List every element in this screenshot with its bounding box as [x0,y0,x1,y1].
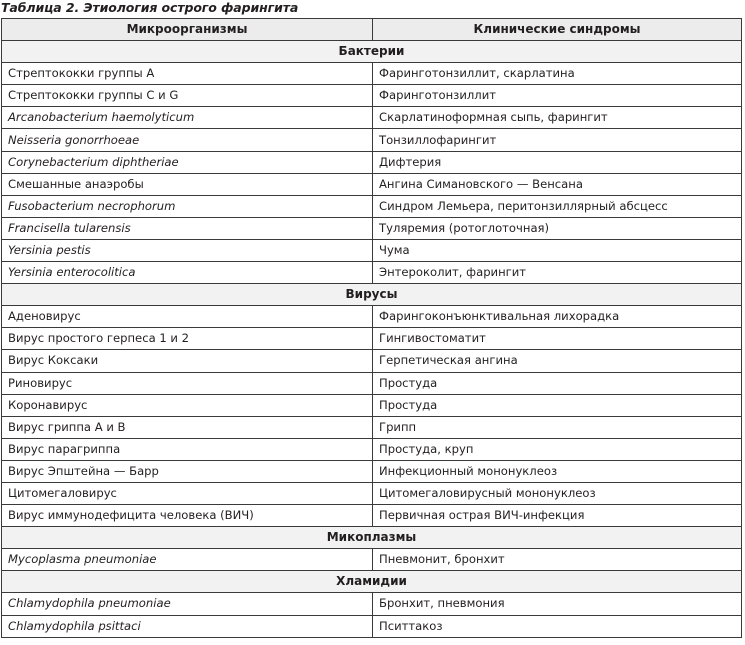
organism-cell: Arcanobacterium haemolyticum [2,107,373,129]
syndrome-cell: Фаринготонзиллит, скарлатина [373,63,742,85]
table-row [2,217,742,239]
group-title: Микоплазмы [2,527,742,549]
group-title: Вирусы [2,284,742,306]
syndrome-cell: Герпетическая ангина [373,350,742,372]
table-row [2,195,742,217]
group-row-bacteria [2,41,742,63]
header-clinical-syndromes: Клинические синдромы [373,19,742,41]
syndrome-cell: Энтероколит, фарингит [373,262,742,284]
syndrome-cell: Тонзиллофарингит [373,129,742,151]
syndrome-cell: Первичная острая ВИЧ-инфекция [373,505,742,527]
organism-cell: Chlamydophila psittaci [2,615,373,637]
organism-cell: Francisella tularensis [2,217,373,239]
table-row [2,63,742,85]
organism-cell: Вирус Коксаки [2,350,373,372]
syndrome-cell: Гингивостоматит [373,328,742,350]
table-header-row [2,19,742,41]
group-title: Бактерии [2,41,742,63]
organism-cell: Стрептококки группы С и G [2,85,373,107]
table-row [2,505,742,527]
table-row [2,129,742,151]
syndrome-cell: Простуда, круп [373,438,742,460]
organism-cell: Коронавирус [2,394,373,416]
syndrome-cell: Дифтерия [373,151,742,173]
organism-cell: Вирус иммунодефицита человека (ВИЧ) [2,505,373,527]
table-row [2,460,742,482]
table-row [2,107,742,129]
table-caption: Таблица 2. Этиология острого фарингита [1,0,299,15]
syndrome-cell: Фарингоконъюнктивальная лихорадка [373,306,742,328]
table-row [2,482,742,504]
table-row [2,593,742,615]
organism-cell: Mycoplasma pneumoniae [2,549,373,571]
table-row [2,328,742,350]
table-row [2,306,742,328]
table-row [2,173,742,195]
table-row [2,151,742,173]
organism-cell: Yersinia enterocolitica [2,262,373,284]
syndrome-cell: Простуда [373,394,742,416]
table-row [2,416,742,438]
table-row [2,615,742,637]
table-row [2,438,742,460]
organism-cell: Corynebacterium diphtheriae [2,151,373,173]
organism-cell: Вирус Эпштейна — Барр [2,460,373,482]
syndrome-cell: Туляремия (ротоглоточная) [373,217,742,239]
organism-cell: Chlamydophila pneumoniae [2,593,373,615]
group-row-mycoplasmas [2,527,742,549]
organism-cell: Yersinia pestis [2,239,373,261]
group-title: Хламидии [2,571,742,593]
organism-cell: Fusobacterium necrophorum [2,195,373,217]
table-row [2,239,742,261]
organism-cell: Neisseria gonorrhoeae [2,129,373,151]
organism-cell: Стрептококки группы А [2,63,373,85]
table-row [2,372,742,394]
etiology-table [1,18,742,638]
group-row-viruses [2,284,742,306]
syndrome-cell: Инфекционный мононуклеоз [373,460,742,482]
table-row [2,350,742,372]
syndrome-cell: Скарлатиноформная сыпь, фарингит [373,107,742,129]
organism-cell: Вирус гриппа А и В [2,416,373,438]
organism-cell: Риновирус [2,372,373,394]
syndrome-cell: Пситтакоз [373,615,742,637]
table-row [2,394,742,416]
syndrome-cell: Пневмонит, бронхит [373,549,742,571]
syndrome-cell: Синдром Лемьера, перитонзиллярный абсцесс [373,195,742,217]
table-row [2,549,742,571]
table-row [2,262,742,284]
organism-cell: Смешанные анаэробы [2,173,373,195]
syndrome-cell: Цитомегаловирусный мононуклеоз [373,482,742,504]
organism-cell: Вирус простого герпеса 1 и 2 [2,328,373,350]
table-row [2,85,742,107]
group-row-chlamydiae [2,571,742,593]
syndrome-cell: Ангина Симановского — Венсана [373,173,742,195]
syndrome-cell: Фаринготонзиллит [373,85,742,107]
syndrome-cell: Простуда [373,372,742,394]
organism-cell: Вирус парагриппа [2,438,373,460]
header-microorganisms: Микроорганизмы [2,19,373,41]
syndrome-cell: Грипп [373,416,742,438]
organism-cell: Аденовирус [2,306,373,328]
syndrome-cell: Чума [373,239,742,261]
syndrome-cell: Бронхит, пневмония [373,593,742,615]
organism-cell: Цитомегаловирус [2,482,373,504]
